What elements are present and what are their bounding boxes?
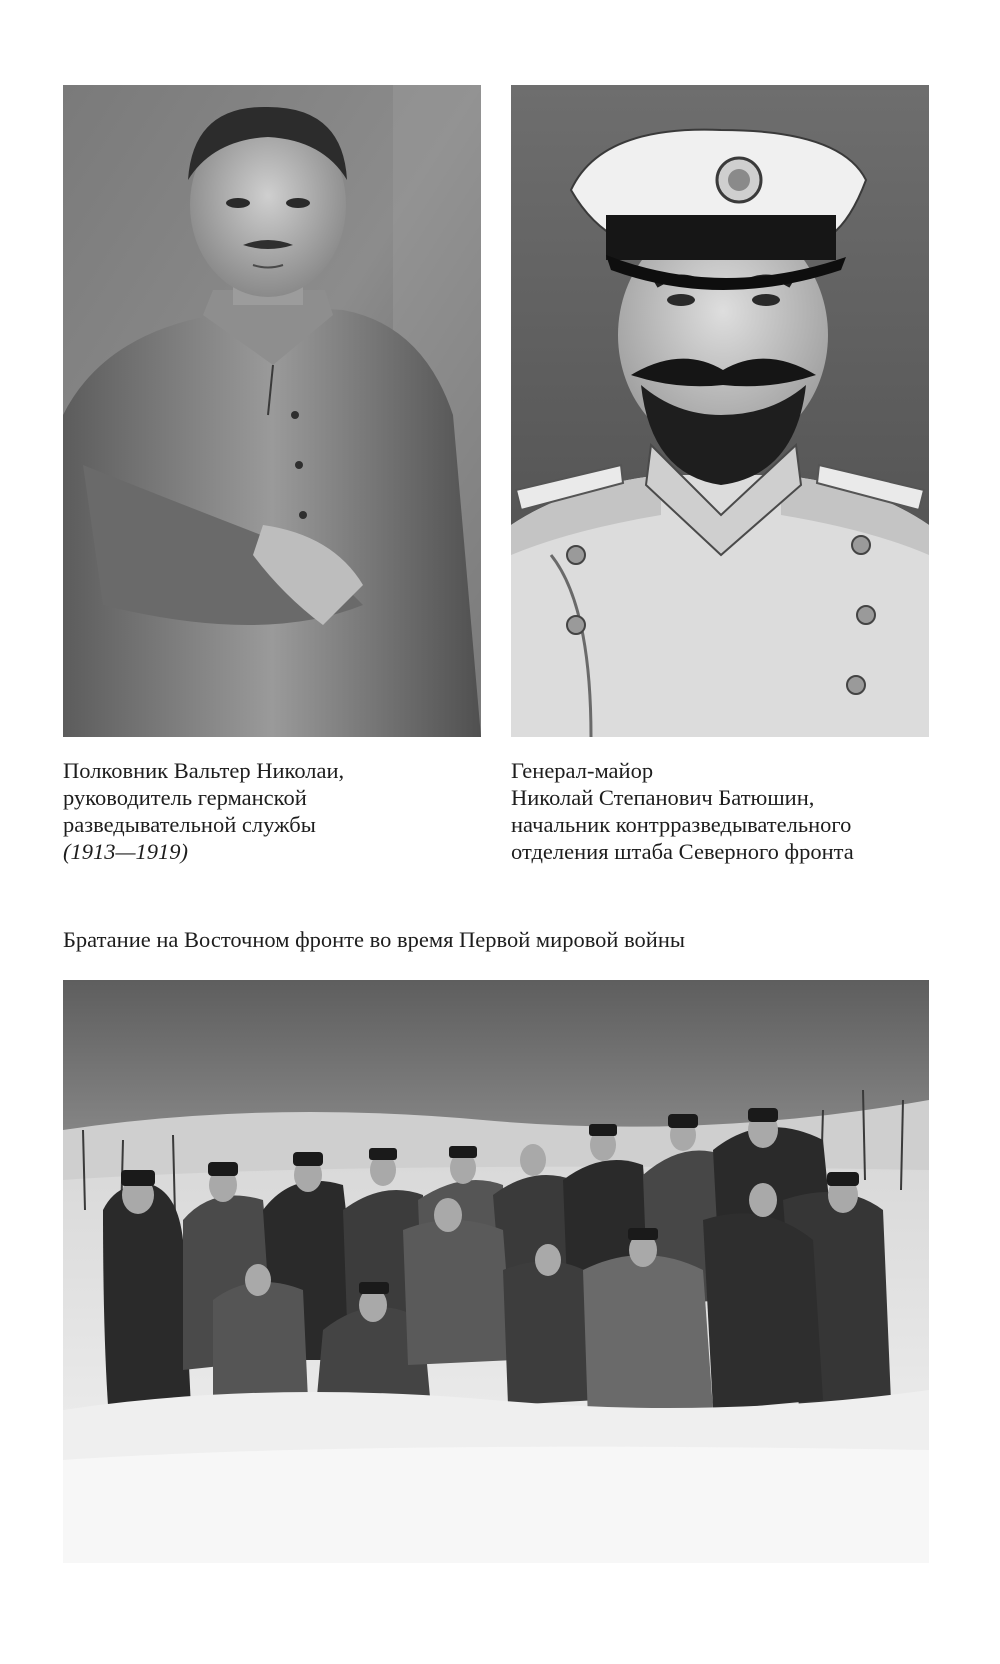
caption-batyushin-line-4: отделения штаба Северного фронта <box>511 839 854 864</box>
caption-nicolai-line-3: разведывательной службы <box>63 812 316 837</box>
group-photo-fraternization <box>63 980 929 1563</box>
caption-fraternization: Братание на Восточном фронте во время Первой мировой войны <box>63 927 686 952</box>
caption-batyushin-line-2: Николай Степанович Батюшин, <box>511 785 815 810</box>
caption-nicolai-years: (1913—1919) <box>63 839 188 864</box>
portrait-photo-batyushin <box>511 85 929 737</box>
portrait-photo-nicolai <box>63 85 481 737</box>
caption-batyushin <box>511 757 951 865</box>
caption-nicolai <box>63 757 483 865</box>
caption-batyushin-line-1: Генерал-майор <box>511 758 654 783</box>
caption-nicolai-line-1: Полковник Вальтер Николаи, <box>63 758 345 783</box>
caption-nicolai-line-2: руководитель германской <box>63 785 307 810</box>
caption-batyushin-line-3: начальник контрразведывательного <box>511 812 852 837</box>
